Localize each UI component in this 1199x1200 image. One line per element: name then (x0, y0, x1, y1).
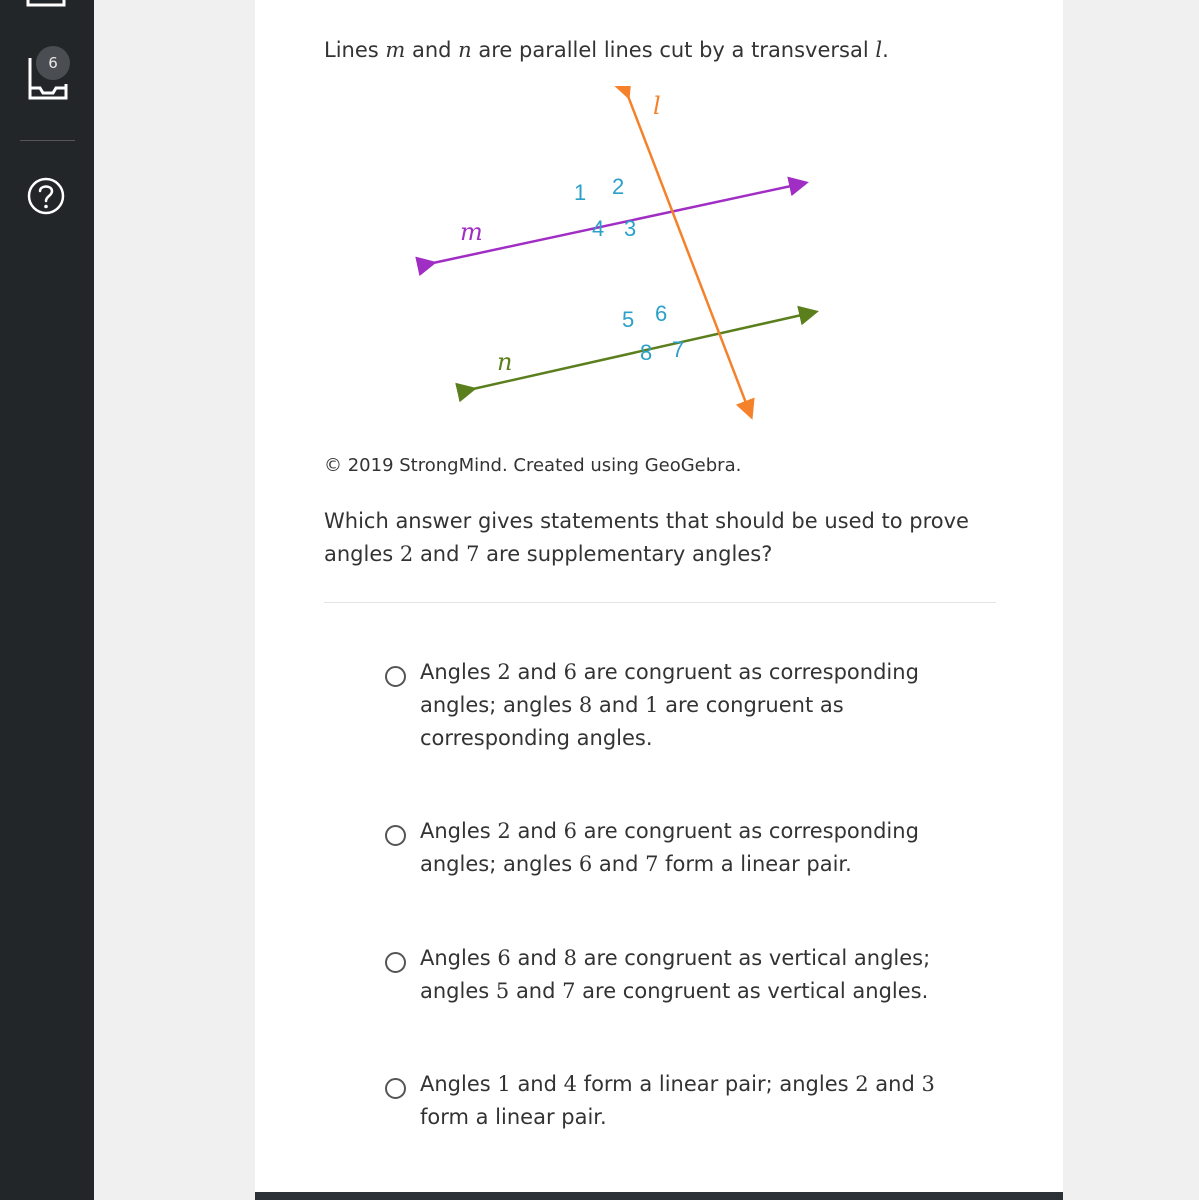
angle-6: 6 (655, 301, 668, 326)
question-panel (255, 0, 1063, 1192)
answer-text: Angles 2 and 6 are congruent as corresponding angles; angles 8 and 1 are congruent as corresponding angles. (420, 660, 919, 750)
top-partial-button[interactable] (24, 0, 68, 8)
answer-option-4[interactable] (383, 1068, 943, 1134)
label-l: l (653, 92, 661, 120)
parallel-lines-diagram (415, 86, 835, 426)
angle-4: 4 (592, 216, 605, 241)
angle-7: 7 (672, 337, 685, 362)
partial-icon (24, 0, 68, 8)
radio-button[interactable] (385, 952, 406, 973)
image-credit: © 2019 StrongMind. Created using GeoGebra. (324, 455, 742, 476)
radio-button[interactable] (385, 666, 406, 687)
radio-button[interactable] (385, 825, 406, 846)
inbox-button[interactable] (18, 44, 78, 104)
radio-button[interactable] (385, 1078, 406, 1099)
angle-3: 3 (624, 216, 637, 241)
angle-1: 1 (574, 180, 587, 205)
angle-2: 2 (612, 174, 625, 199)
answer-option-2[interactable] (383, 815, 943, 881)
angle-8: 8 (640, 340, 653, 365)
answer-option-3[interactable] (383, 942, 943, 1008)
help-icon (26, 176, 66, 216)
answer-text: Angles 2 and 6 are congruent as corresponding angles; angles 6 and 7 form a linear pair. (420, 819, 919, 876)
angle-5: 5 (622, 307, 635, 332)
answer-text: Angles 1 and 4 form a linear pair; angles 2 and 3 form a linear pair. (420, 1072, 935, 1129)
help-button[interactable] (26, 176, 66, 216)
inbox-badge: 6 (36, 46, 70, 80)
bottom-bar (255, 1192, 1063, 1200)
question-divider (324, 602, 996, 603)
transversal-l (628, 96, 751, 416)
sidebar-divider (20, 140, 75, 141)
label-n: n (497, 348, 513, 376)
sidebar (0, 0, 94, 1200)
answer-text: Angles 6 and 8 are congruent as vertical angles; angles 5 and 7 are congruent as vertical angles. (420, 946, 931, 1003)
question-intro: Lines m and n are parallel lines cut by a transversal l. (324, 38, 889, 62)
label-m: m (460, 218, 483, 246)
answer-option-1[interactable] (383, 656, 943, 756)
question-prompt: Which answer gives statements that should be used to prove angles 2 and 7 are supplementary angles? (324, 509, 969, 566)
